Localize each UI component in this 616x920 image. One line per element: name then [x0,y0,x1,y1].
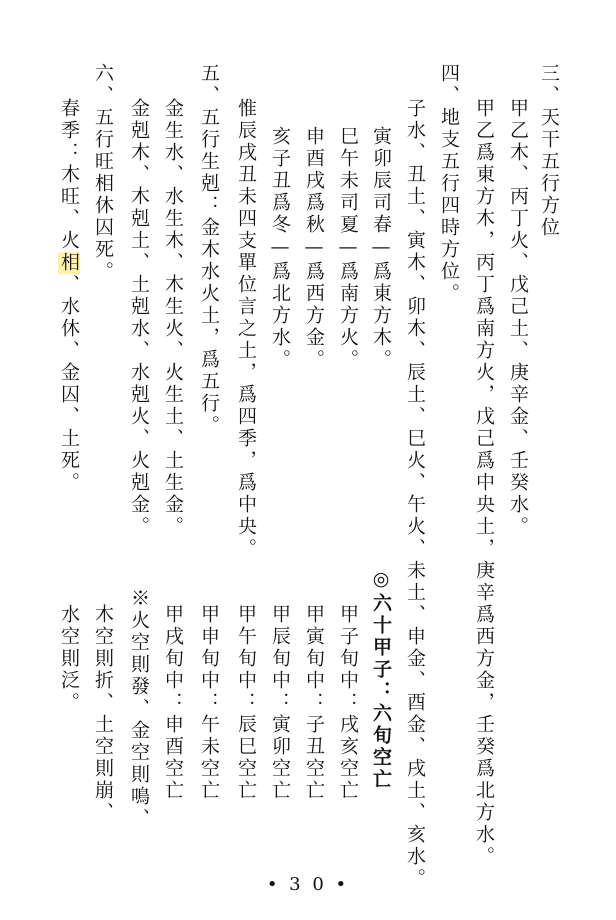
text-column: 甲乙爲東方木，丙丁爲南方火，戊己爲中央土，庚辛爲西方金，壬癸爲北方水。 [473,98,495,868]
text-column: 甲子旬中：戌亥空亡 [337,604,359,802]
text-column: 金剋木、木剋土、土剋水、水剋火、火剋金。 [128,98,150,538]
page-number: • 3 0 • [266,874,350,895]
text-run: 春季：木旺、火 [58,98,80,252]
heading-section-3: 三、天干五行方位 [538,63,560,239]
text-column: 申酉戌爲秋—爲西方金。 [303,126,325,371]
text-column: 寅卯辰司春—爲東方木。 [370,126,392,371]
text-column: 甲辰旬中：寅卯空亡 [269,604,291,802]
note-column: 水空則泛。 [58,604,80,714]
text-column: 甲戌旬中：申酉空亡 [162,604,184,802]
text-column: 甲乙木、丙丁火、戊己土、庚辛金、壬癸水。 [507,98,529,538]
text-column: 亥子丑爲冬—爲北方水。 [269,126,291,371]
highlighted-character: 相 [58,252,80,274]
note-column: ※火空則發、金空則鳴、 [128,588,150,830]
text-column: 子水、丑土、寅木、卯木、辰土、巳火、午火、未土、申金、酉金、戌土、亥水。 [404,98,426,890]
heading-section-6: 六、五行旺相休囚死。 [92,63,114,283]
text-column: 甲午旬中：辰巳空亡 [235,604,257,802]
text-column: 惟辰戌丑未四支單位言之土，爲四季，爲中央。 [235,98,257,560]
text-column: 巳午未司夏—爲南方火。 [337,126,359,371]
text-run: 、水休、金囚、土死。 [58,274,80,494]
heading-section-4: 四、地支五行四時方位。 [438,63,460,305]
note-column: 木空則折、土空則崩、 [92,604,114,824]
text-column: 甲申旬中：午未空亡 [198,604,220,802]
text-column: 甲寅旬中：子丑空亡 [303,604,325,802]
heading-section-5: 五、五行生剋：金木水火土，爲五行。 [198,63,220,437]
heading-sixty-jiazi: ◎六十甲子：六旬空亡 [370,568,392,791]
text-column: 金生水、水生木、木生火、火生土、土生金。 [162,98,184,538]
text-column [56,98,82,494]
